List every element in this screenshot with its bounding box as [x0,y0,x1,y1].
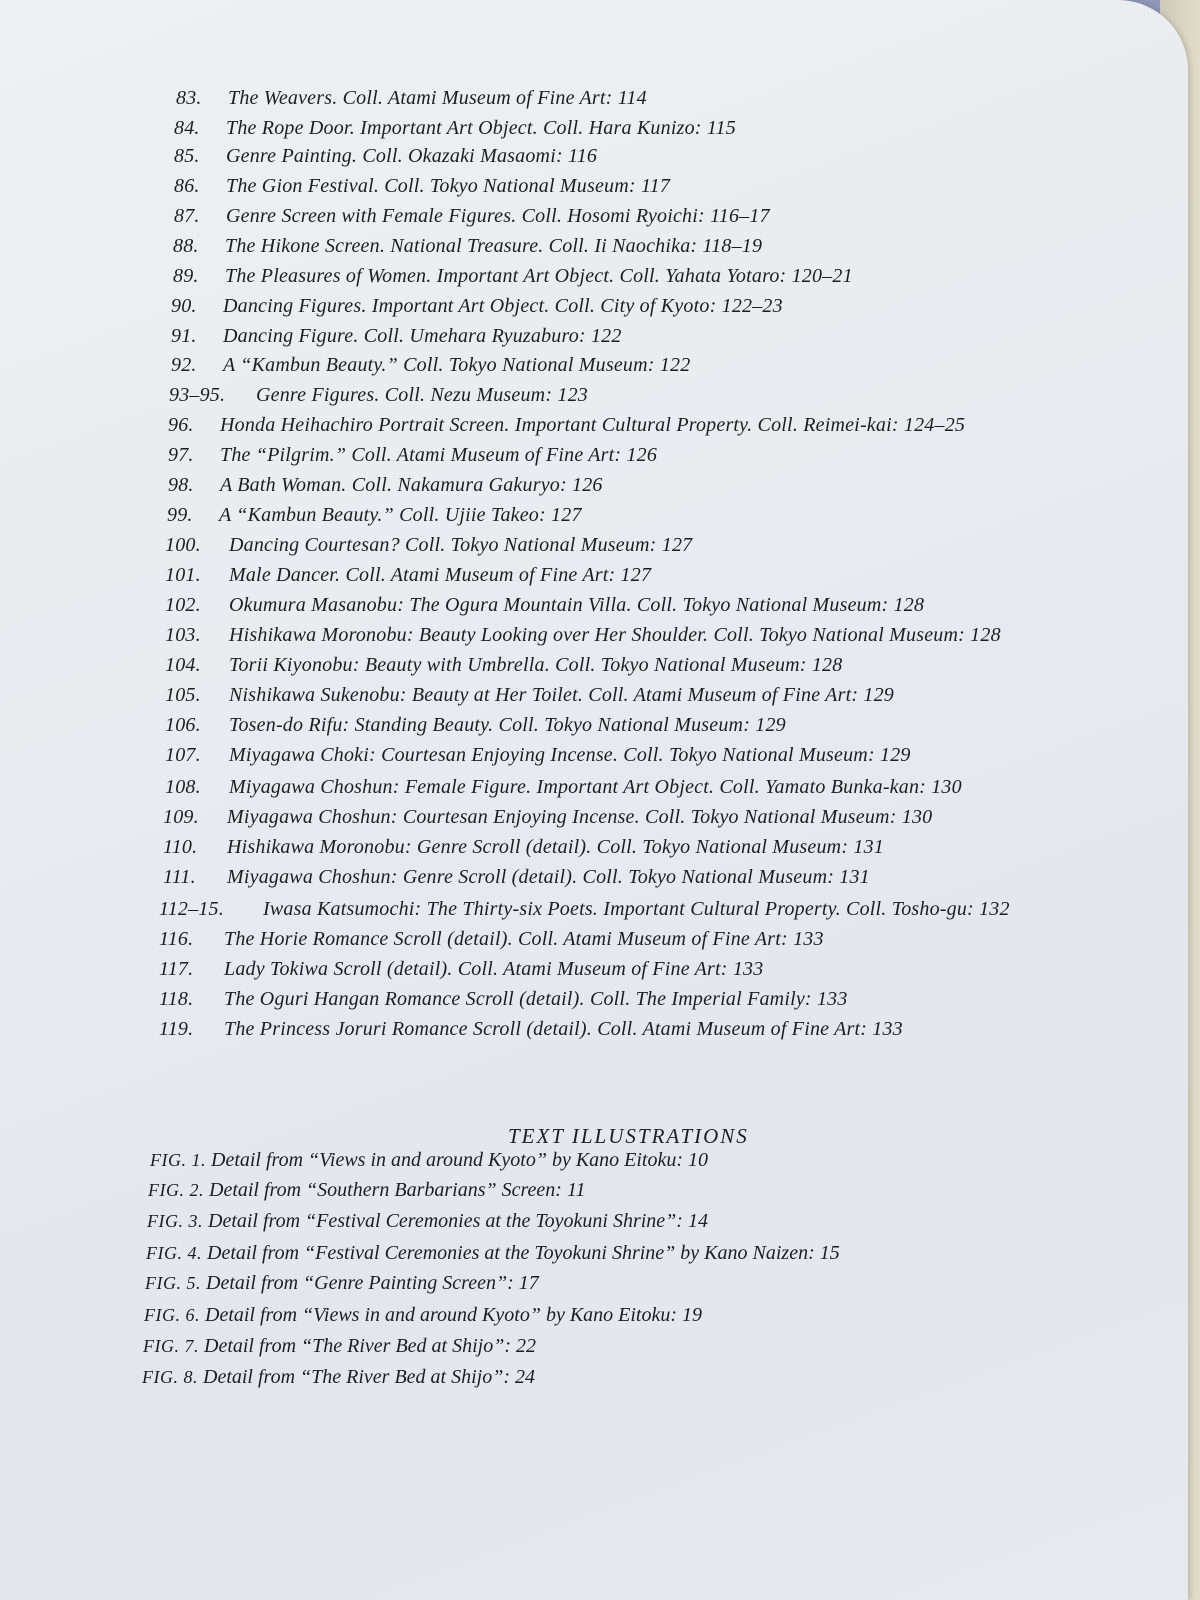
figure-label: FIG. 1. [150,1150,206,1170]
plate-entry [165,714,786,737]
plate-entry [174,175,671,198]
plate-number: 102. [165,594,201,616]
plate-number: 97. [168,444,194,466]
plate-entry [176,87,647,110]
plate-number: 116. [159,928,194,950]
plate-number: 110. [163,836,198,858]
plate-entry [163,866,870,889]
plate-caption: Miyagawa Choshun: Genre Scroll (detail). Coll. Tokyo National Museum: 131 [227,866,870,888]
plate-caption: The Rope Door. Important Art Object. Coll. Hara Kunizo: 115 [226,117,736,139]
figure-entry [146,1242,840,1265]
plate-number: 105. [165,684,201,706]
figure-caption: Detail from “Southern Barbarians” Screen: 11 [209,1179,586,1201]
plate-caption: The Weavers. Coll. Atami Museum of Fine Art: 114 [228,87,647,109]
figure-entry [142,1366,535,1389]
plate-number: 96. [168,414,194,436]
plate-number: 100. [165,534,201,556]
plate-entry [159,928,824,951]
plate-entry [165,654,843,677]
figure-entry [144,1304,702,1327]
plate-number: 104. [165,654,201,676]
figure-caption: Detail from “The River Bed at Shijo”: 22 [204,1335,537,1357]
plate-number: 87. [174,205,200,227]
plate-number: 107. [165,744,201,766]
plate-entry [171,354,691,377]
plate-caption: Miyagawa Choshun: Courtesan Enjoying Incense. Coll. Tokyo National Museum: 130 [227,806,933,828]
plate-caption: Genre Figures. Coll. Nezu Museum: 123 [256,384,588,406]
plate-entry [159,958,764,981]
plate-caption: Miyagawa Choshun: Female Figure. Important Art Object. Coll. Yamato Bunka-kan: 130 [229,776,962,798]
plate-caption: A “Kambun Beauty.” Coll. Tokyo National Museum: 122 [223,354,691,376]
plate-entry [168,444,658,467]
figure-label: FIG. 3. [147,1211,203,1231]
plate-entry [165,534,693,557]
plate-caption: The “Pilgrim.” Coll. Atami Museum of Fine Art: 126 [220,444,658,466]
section-heading-text-illustrations: TEXT ILLUSTRATIONS [508,1124,749,1148]
plate-caption: Dancing Figures. Important Art Object. Coll. City of Kyoto: 122–23 [223,295,783,317]
plate-caption: Genre Screen with Female Figures. Coll. Hosomi Ryoichi: 116–17 [226,205,770,227]
plate-entry [165,624,1001,647]
plate-entry [173,265,853,288]
plate-number: 83. [176,87,202,109]
figure-entry [147,1210,708,1233]
plate-number: 86. [174,175,200,197]
figure-label: FIG. 6. [144,1305,200,1325]
plate-caption: Lady Tokiwa Scroll (detail). Coll. Atami Museum of Fine Art: 133 [224,958,764,980]
plate-caption: The Princess Joruri Romance Scroll (detail). Coll. Atami Museum of Fine Art: 133 [224,1018,903,1040]
plate-caption: The Oguri Hangan Romance Scroll (detail). Coll. The Imperial Family: 133 [224,988,848,1010]
figure-label: FIG. 2. [148,1180,204,1200]
plate-entry [165,564,652,587]
plate-entry [159,898,1010,921]
plate-entry [171,325,622,348]
figure-entry [148,1179,585,1202]
plate-entry [167,504,582,527]
figure-entry [145,1272,539,1295]
plate-number: 91. [171,325,197,347]
figure-caption: Detail from “Festival Ceremonies at the Toyokuni Shrine”: 14 [208,1210,708,1232]
plate-number: 98. [168,474,194,496]
plate-number: 85. [174,145,200,167]
plate-number: 92. [171,354,197,376]
plate-number: 112–15. [159,898,224,920]
plate-caption: A Bath Woman. Coll. Nakamura Gakuryo: 126 [220,474,603,496]
plate-caption: Genre Painting. Coll. Okazaki Masaomi: 116 [226,145,598,167]
figure-label: FIG. 8. [142,1367,198,1387]
plate-caption: Miyagawa Choki: Courtesan Enjoying Incense. Coll. Tokyo National Museum: 129 [229,744,911,766]
plate-caption: Torii Kiyonobu: Beauty with Umbrella. Coll. Tokyo National Museum: 128 [229,654,843,676]
plate-entry [159,1018,903,1041]
plate-entry [174,205,770,228]
figure-label: FIG. 7. [143,1336,199,1356]
plate-caption: Tosen-do Rifu: Standing Beauty. Coll. Tokyo National Museum: 129 [229,714,786,736]
plate-caption: Male Dancer. Coll. Atami Museum of Fine Art: 127 [229,564,652,586]
plate-number: 109. [163,806,199,828]
plate-caption: A “Kambun Beauty.” Coll. Ujiie Takeo: 127 [219,504,582,526]
plate-entry [165,744,911,767]
plate-entry [174,145,598,168]
figure-entry [143,1335,536,1358]
plate-number: 106. [165,714,201,736]
plate-number: 88. [173,235,199,257]
plate-caption: The Horie Romance Scroll (detail). Coll. Atami Museum of Fine Art: 133 [224,928,824,950]
figure-label: FIG. 5. [145,1273,201,1293]
plate-entry [168,414,966,437]
plate-caption: Hishikawa Moronobu: Beauty Looking over Her Shoulder. Coll. Tokyo National Museum: 128 [229,624,1001,646]
plate-number: 117. [159,958,194,980]
figure-caption: Detail from “Genre Painting Screen”: 17 [206,1272,539,1294]
plate-number: 103. [165,624,201,646]
plate-entry [168,474,603,497]
plate-number: 101. [165,564,201,586]
plate-caption: Nishikawa Sukenobu: Beauty at Her Toilet. Coll. Atami Museum of Fine Art: 129 [229,684,894,706]
plate-number: 108. [165,776,201,798]
figure-caption: Detail from “The River Bed at Shijo”: 24 [203,1366,536,1388]
plate-caption: The Gion Festival. Coll. Tokyo National Museum: 117 [226,175,671,197]
plate-number: 84. [174,117,200,139]
plate-entry [171,295,783,318]
plate-caption: Hishikawa Moronobu: Genre Scroll (detail). Coll. Tokyo National Museum: 131 [227,836,884,858]
plate-caption: Dancing Figure. Coll. Umehara Ryuzaburo: 122 [223,325,622,347]
plate-caption: Honda Heihachiro Portrait Screen. Important Cultural Property. Coll. Reimei-kai: 124–25 [220,414,966,436]
plate-number: 93–95. [169,384,226,406]
plate-number: 90. [171,295,197,317]
plate-caption: Dancing Courtesan? Coll. Tokyo National Museum: 127 [229,534,693,556]
plate-caption: The Hikone Screen. National Treasure. Coll. Ii Naochika: 118–19 [225,235,763,257]
plate-entry [159,988,848,1011]
plate-number: 89. [173,265,199,287]
plate-entry [165,776,962,799]
figure-caption: Detail from “Views in and around Kyoto” by Kano Eitoku: 19 [205,1304,703,1326]
plate-entry [163,836,884,859]
plate-caption: Okumura Masanobu: The Ogura Mountain Villa. Coll. Tokyo National Museum: 128 [229,594,925,616]
plate-entry [163,806,933,829]
figure-caption: Detail from “Views in and around Kyoto” by Kano Eitoku: 10 [211,1149,709,1171]
plate-caption: The Pleasures of Women. Important Art Object. Coll. Yahata Yotaro: 120–21 [225,265,853,287]
figure-caption: Detail from “Festival Ceremonies at the Toyokuni Shrine” by Kano Naizen: 15 [207,1242,840,1264]
plate-entry [165,594,925,617]
plate-number: 111. [163,866,196,888]
plate-number: 118. [159,988,194,1010]
plate-caption: Iwasa Katsumochi: The Thirty-six Poets. Important Cultural Property. Coll. Tosho-gu: 132 [263,898,1010,920]
plate-entry [173,235,763,258]
plate-entry [169,384,588,407]
plate-entry [165,684,894,707]
plate-number: 99. [167,504,193,526]
plate-entry [174,117,736,140]
figure-entry [150,1149,708,1172]
figure-label: FIG. 4. [146,1243,202,1263]
plate-number: 119. [159,1018,194,1040]
